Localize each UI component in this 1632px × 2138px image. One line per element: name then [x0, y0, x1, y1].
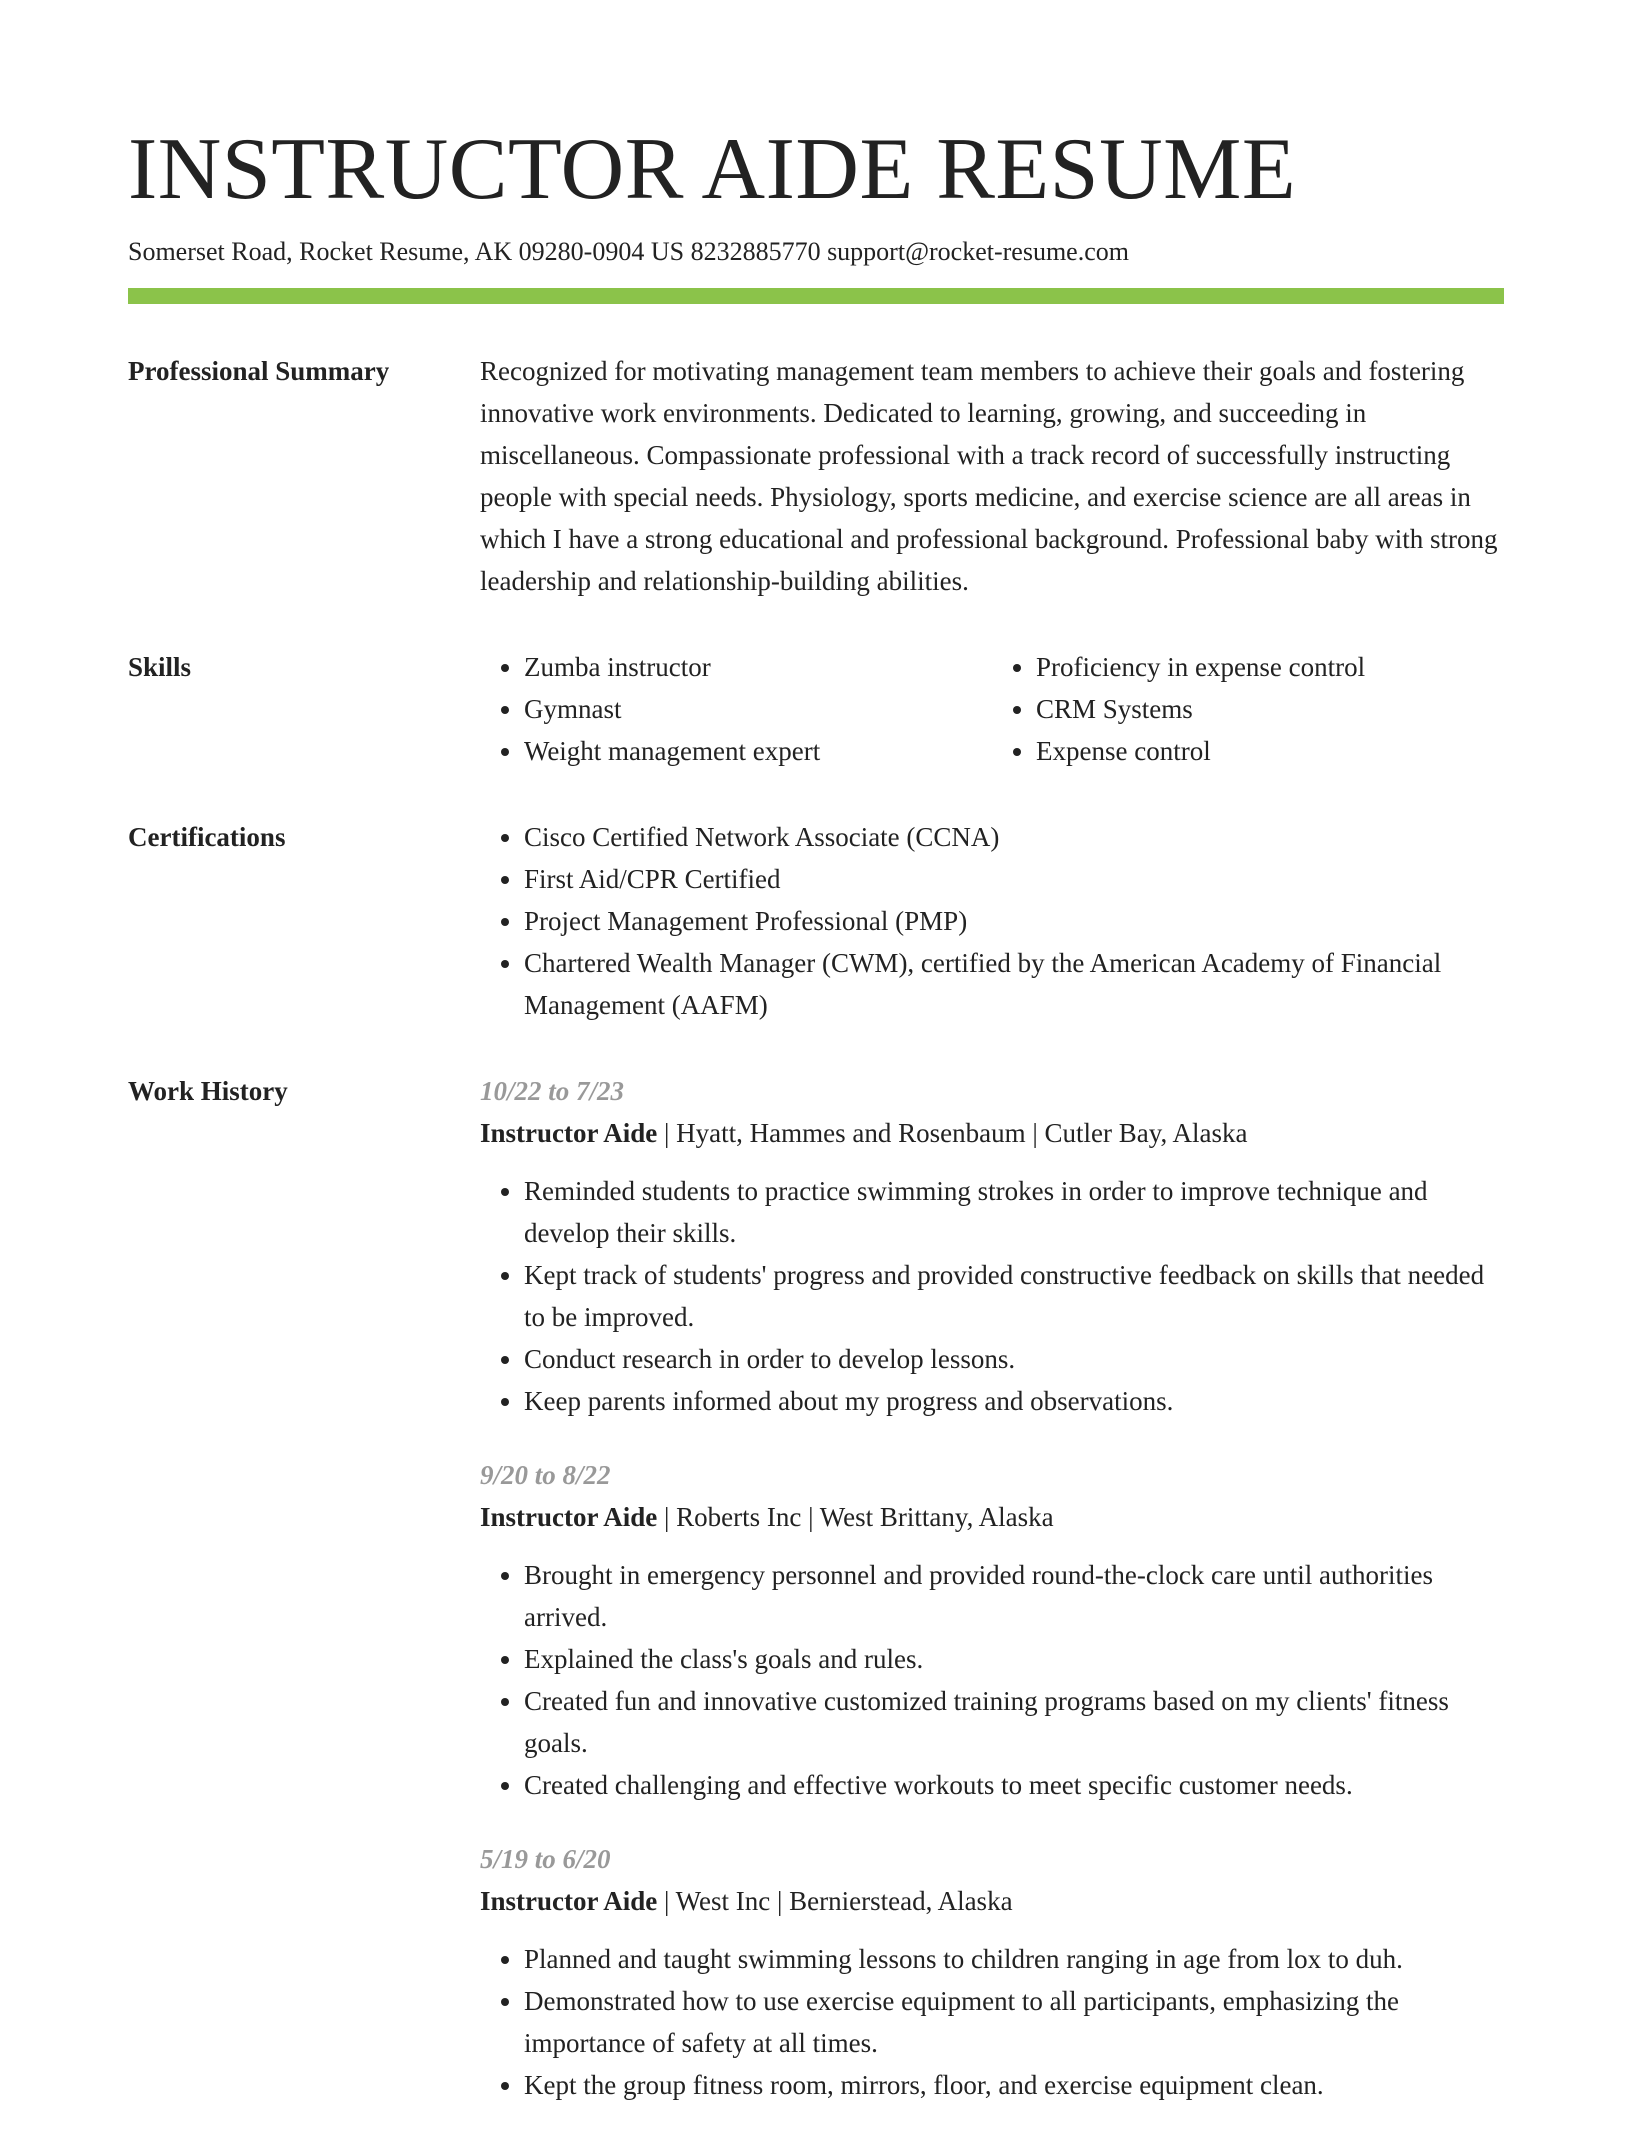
header-divider	[128, 288, 1504, 304]
skill-item: • CRM Systems	[1036, 688, 1504, 730]
job-role-line	[480, 1496, 1504, 1538]
job-dates: 5/19 to 6/20	[480, 1844, 611, 1874]
certification-item: • Chartered Wealth Manager (CWM), certified by the American Academy of Financial Management (AAFM)	[524, 942, 1504, 1026]
contact-line: Somerset Road, Rocket Resume, AK 09280-0904 US 8232885770 support@rocket-resume.com	[128, 237, 1129, 266]
job-bullets	[480, 1554, 1504, 1806]
job-details: | West Inc | Bernierstead, Alaska	[657, 1886, 1013, 1916]
job-bullet: • Demonstrated how to use exercise equipment to all participants, emphasizing the importance of safety at all times.	[524, 1980, 1504, 2064]
job-bullet: • Conduct research in order to develop lessons.	[524, 1338, 1504, 1380]
job-entry	[480, 1838, 1504, 2106]
certification-item: • First Aid/CPR Certified	[524, 858, 1504, 900]
certification-item: • Cisco Certified Network Associate (CCNA)	[524, 816, 1504, 858]
skills-section	[128, 646, 1504, 772]
work-history-section	[128, 1070, 1504, 2138]
job-bullet: • Kept the group fitness room, mirrors, floor, and exercise equipment clean.	[524, 2064, 1504, 2106]
job-role-line	[480, 1112, 1504, 1154]
job-bullet: • Planned and taught swimming lessons to children ranging in age from lox to duh.	[524, 1938, 1504, 1980]
job-bullets	[480, 1938, 1504, 2106]
job-bullet: • Explained the class's goals and rules.	[524, 1638, 1504, 1680]
job-title: Instructor Aide	[480, 1502, 658, 1532]
skill-item: • Proficiency in expense control	[1036, 646, 1504, 688]
skills-list-right	[992, 646, 1504, 772]
skills-content	[480, 646, 1504, 772]
skill-item: • Zumba instructor	[524, 646, 992, 688]
skill-item: • Gymnast	[524, 688, 992, 730]
certifications-section	[128, 816, 1504, 1026]
job-entry	[480, 1070, 1504, 1422]
job-bullet: • Kept track of students' progress and provided constructive feedback on skills that needed to be improved.	[524, 1254, 1504, 1338]
certifications-content	[480, 816, 1504, 1026]
job-bullet: • Created challenging and effective workouts to meet specific customer needs.	[524, 1764, 1504, 1806]
job-details: | Hyatt, Hammes and Rosenbaum | Cutler Bay, Alaska	[657, 1118, 1248, 1148]
certifications-list	[480, 816, 1504, 1026]
section-label-work-history: Work History	[128, 1076, 288, 1106]
resume-title: INSTRUCTOR AIDE RESUME	[128, 121, 1297, 218]
section-label-certifications: Certifications	[128, 822, 286, 852]
work-history-content	[480, 1070, 1504, 2138]
job-title: Instructor Aide	[480, 1118, 658, 1148]
skill-item: • Weight management expert	[524, 730, 992, 772]
job-entry	[480, 1454, 1504, 1806]
job-dates: 10/22 to 7/23	[480, 1076, 625, 1106]
summary-content	[480, 350, 1504, 602]
job-role-line	[480, 1880, 1504, 1922]
certification-item: • Project Management Professional (PMP)	[524, 900, 1504, 942]
skills-list-left	[480, 646, 992, 772]
job-bullets	[480, 1170, 1504, 1422]
job-title: Instructor Aide	[480, 1886, 658, 1916]
job-bullet: • Keep parents informed about my progress and observations.	[524, 1380, 1504, 1422]
summary-text: Recognized for motivating management team members to achieve their goals and fostering innovative work environments. Dedicated to learning, growing, and succeeding in miscellaneous. Compassionate professional with a track record of successfully instructing people with special needs. Physiology, sports medicine, and exercise science are all areas in which I have a strong educational and professional background. Professional baby with strong leadership and relationship-building abilities.	[480, 356, 1498, 596]
section-label-summary: Professional Summary	[128, 356, 390, 386]
job-bullet: • Created fun and innovative customized training programs based on my clients' fitness goals.	[524, 1680, 1504, 1764]
skill-item: • Expense control	[1036, 730, 1504, 772]
job-bullet: • Reminded students to practice swimming strokes in order to improve technique and develop their skills.	[524, 1170, 1504, 1254]
job-details: | Roberts Inc | West Brittany, Alaska	[657, 1502, 1054, 1532]
job-bullet: • Brought in emergency personnel and provided round-the-clock care until authorities arrived.	[524, 1554, 1504, 1638]
job-dates: 9/20 to 8/22	[480, 1460, 611, 1490]
summary-section	[128, 350, 1504, 602]
section-label-skills: Skills	[128, 652, 192, 682]
